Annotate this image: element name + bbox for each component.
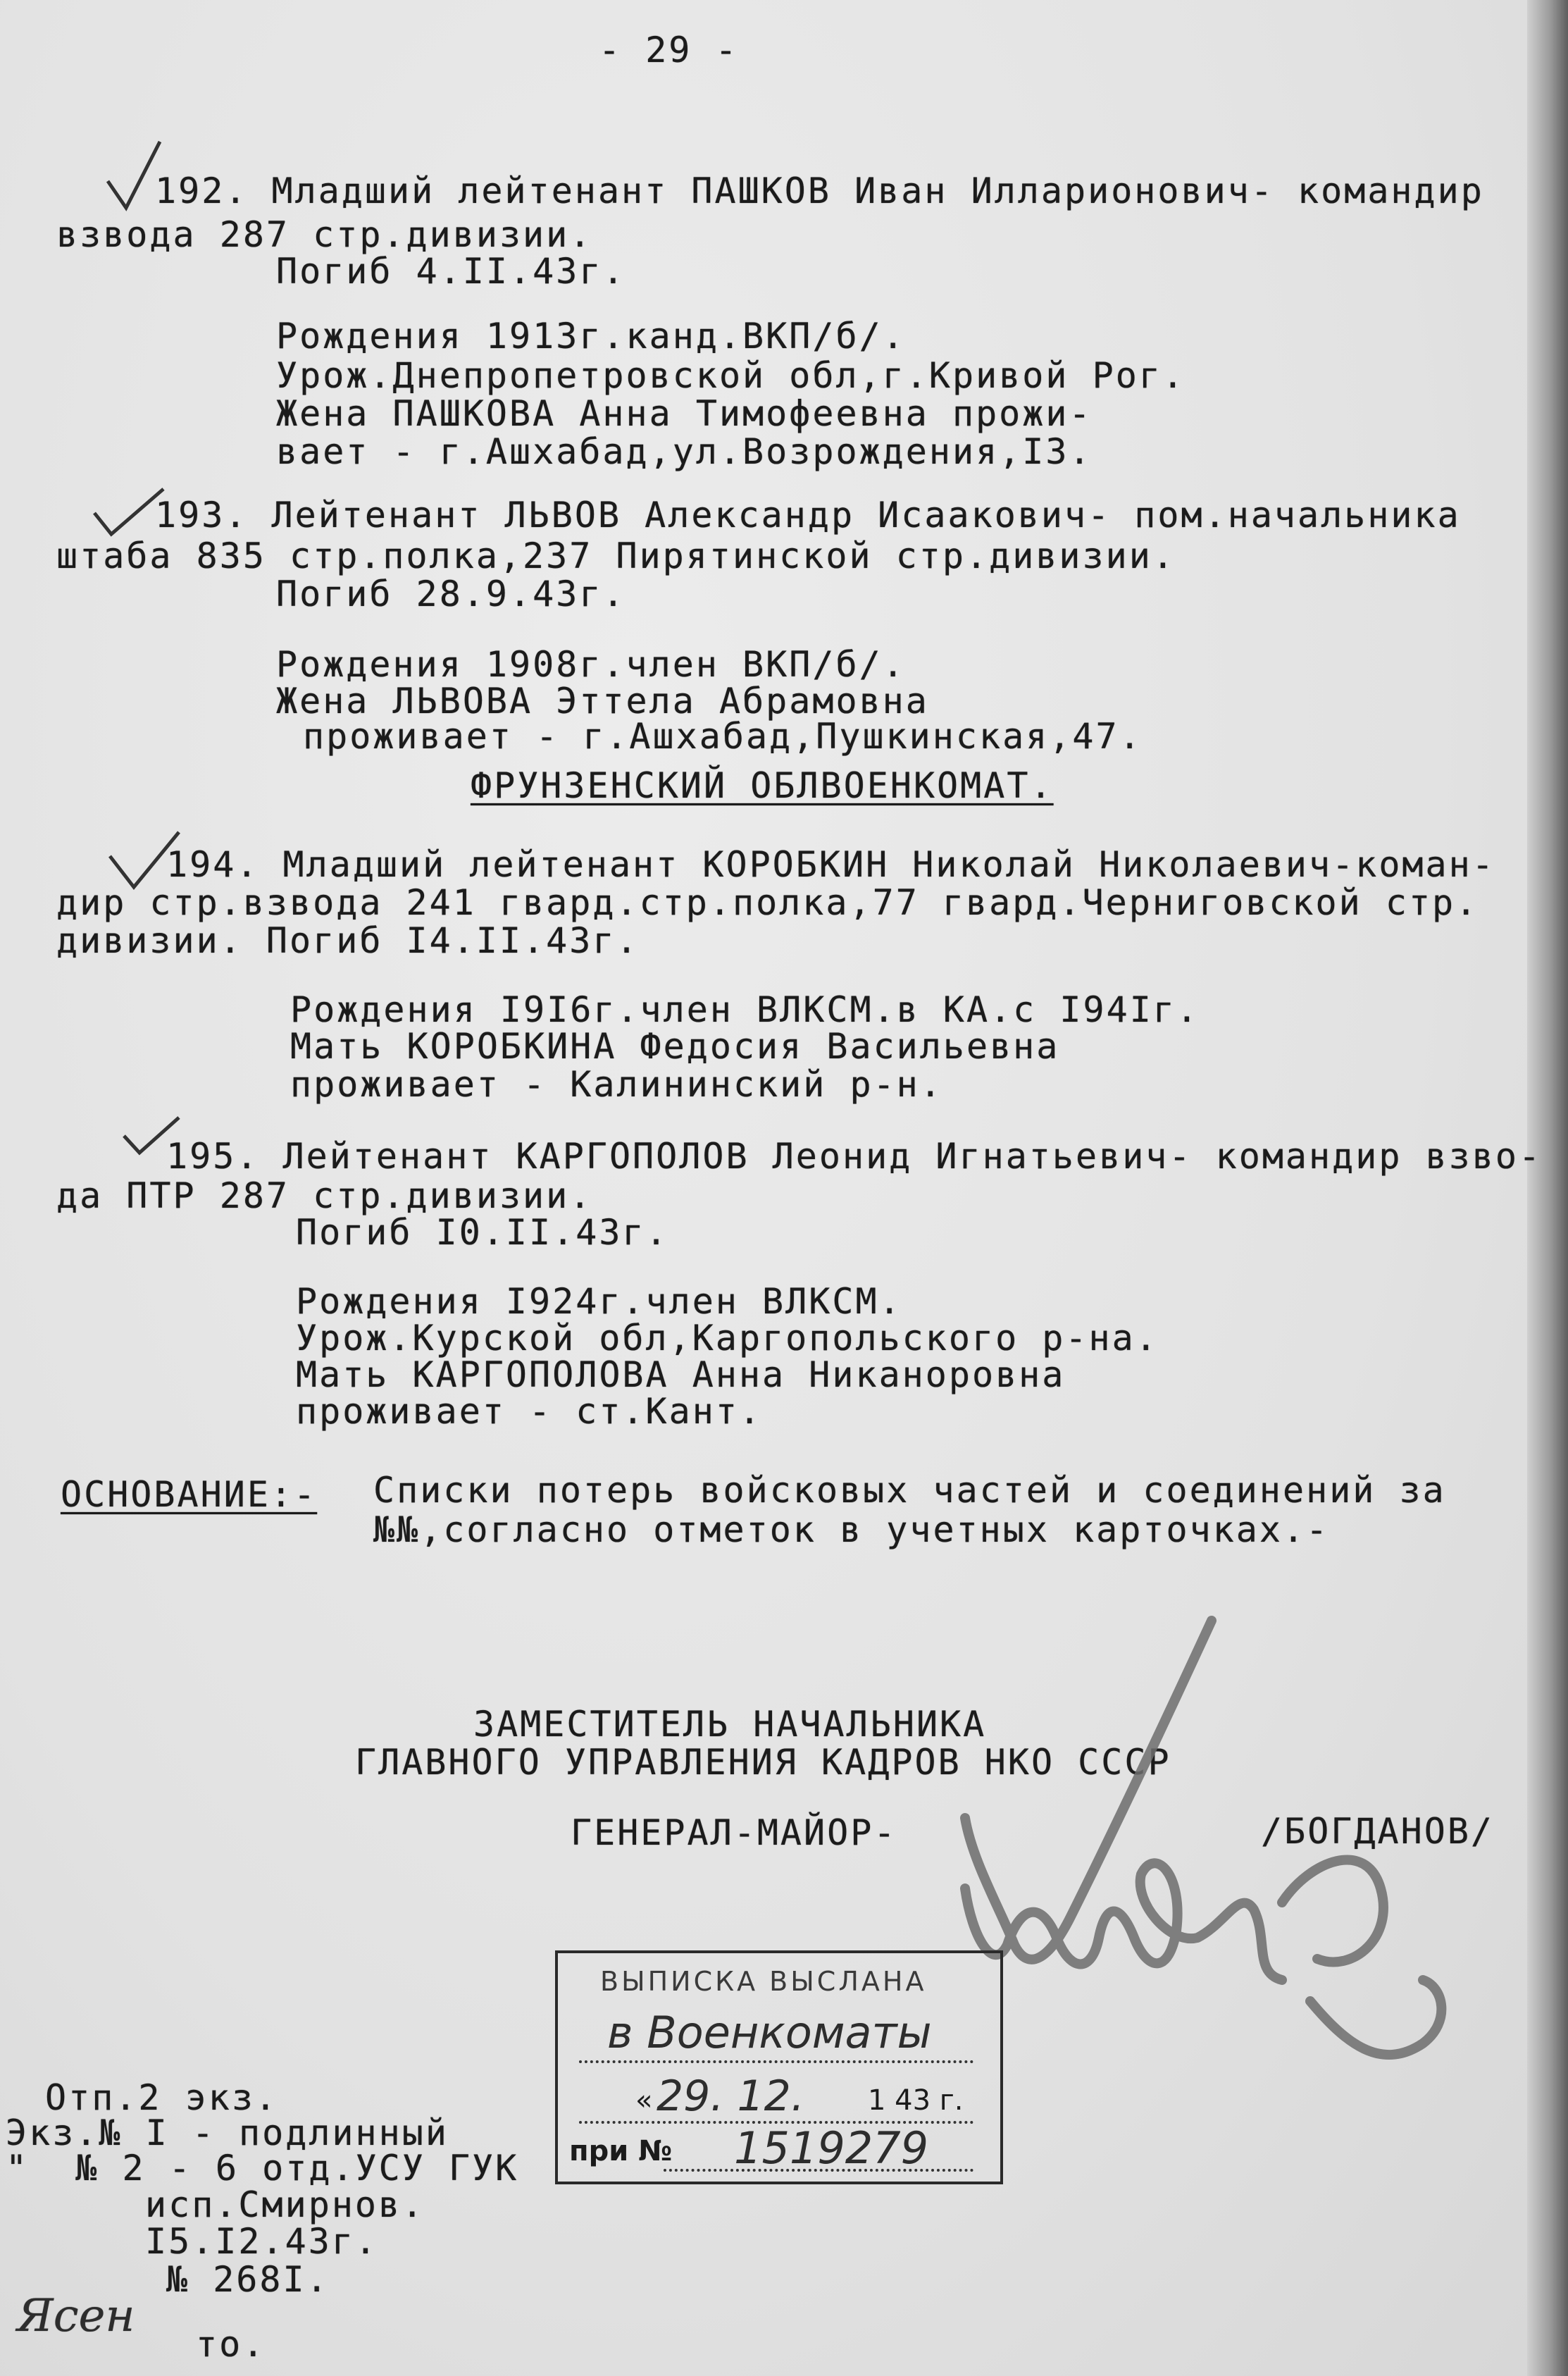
- entry-192-address: вает - г.Ашхабад,ул.Возрождения,I3.: [276, 431, 1093, 472]
- basis-label: ОСНОВАНИЕ:-: [61, 1474, 318, 1515]
- entry-193-line1: 193. Лейтенант ЛЬВОВ Александр Исаакович- пом.начальника: [155, 495, 1461, 536]
- entry-192-line2: взвода 287 стр.дивизии.: [56, 214, 593, 255]
- entry-194-line3: дивизии. Погиб I4.II.43г.: [56, 920, 640, 961]
- entry-192-birth: Рождения 1913г.канд.ВКП/б/.: [276, 316, 906, 357]
- entry-193-line2: штаба 835 стр.полка,237 Пирятинской стр.дивизии.: [56, 536, 1176, 576]
- footer-copy-1: Экз.№ I - подлинный: [6, 2112, 449, 2153]
- stamp-number: 1519279: [734, 2122, 929, 2174]
- footer-copy-2: " № 2 - 6 отд.УСУ ГУК: [6, 2148, 519, 2189]
- footer-date: I5.I2.43г.: [145, 2221, 379, 2262]
- entry-195-line1: 195. Лейтенант КАРГОПОЛОВ Леонид Игнатьевич- командир взво-: [166, 1136, 1543, 1177]
- stamp-date-quote: «: [635, 2084, 653, 2117]
- entry-193-address: проживает - г.Ашхабад,Пушкинская,47.: [303, 716, 1143, 757]
- entry-195-line2: да ПТР 287 стр.дивизии.: [56, 1175, 593, 1216]
- basis-line1: Списки потерь войсковых частей и соединений за: [373, 1470, 1446, 1511]
- page-number: - 29 -: [599, 30, 739, 70]
- entry-195-death: Погиб I0.II.43г.: [296, 1212, 669, 1253]
- entry-194-kin: Мать КОРОБКИНА Федосия Васильевна: [290, 1026, 1060, 1067]
- entry-195-birth: Рождения I924г.член ВЛКСМ.: [296, 1281, 902, 1322]
- footer-handwritten-note: Ясен: [17, 2290, 135, 2342]
- entry-193-kin: Жена ЛЬВОВА Эттела Абрамовна: [276, 681, 929, 722]
- entry-194-line1: 194. Младший лейтенант КОРОБКИН Николай Николаевич-коман-: [166, 844, 1495, 885]
- signature-rank: ГЕНЕРАЛ-МАЙОР-: [571, 1812, 897, 1853]
- signature-title-2: ГЛАВНОГО УПРАВЛЕНИЯ КАДРОВ НКО СССР: [355, 1742, 1171, 1783]
- entry-195-kin: Мать КАРГОПОЛОВА Анна Никаноровна: [296, 1354, 1066, 1395]
- page-edge: [1527, 0, 1568, 2376]
- stamp-number-line: [664, 2169, 973, 2172]
- entry-192-line1: 192. Младший лейтенант ПАШКОВ Иван Илларионович- командир: [155, 171, 1484, 211]
- signature-title-1: ЗАМЕСТИТЕЛЬ НАЧАЛЬНИКА: [473, 1704, 987, 1745]
- footer-number: № 268I.: [166, 2259, 330, 2300]
- entry-192-kin: Жена ПАШКОВА Анна Тимофеевна прожи-: [276, 393, 1093, 434]
- entry-192-origin: Урож.Днепропетровской обл,г.Кривой Рог.: [276, 355, 1186, 396]
- footer-copies: Отп.2 экз.: [45, 2077, 279, 2118]
- stamp-date: 29. 12.: [657, 2072, 804, 2121]
- entry-194-address: проживает - Калининский р-н.: [290, 1064, 943, 1105]
- footer-executor: исп.Смирнов.: [145, 2184, 425, 2225]
- entry-194-line2: дир стр.взвода 241 гвард.стр.полка,77 гвард.Черниговской стр.: [56, 882, 1479, 923]
- basis-line2: №№,согласно отметок в учетных карточках.-: [373, 1509, 1330, 1550]
- dispatch-stamp: [555, 1950, 1003, 2184]
- entry-193-death: Погиб 28.9.43г.: [276, 574, 626, 614]
- entry-194-birth: Рождения I9I6г.член ВЛКСМ.в КА.с I94Iг.: [290, 989, 1200, 1030]
- entry-193-birth: Рождения 1908г.член ВКП/б/.: [276, 644, 906, 685]
- section-heading: ФРУНЗЕНСКИЙ ОБЛВОЕНКОМАТ.: [471, 765, 1054, 806]
- stamp-year: 1 43 г.: [868, 2084, 964, 2117]
- stamp-destination: в Военкоматы: [607, 2007, 932, 2058]
- entry-195-address: проживает - ст.Кант.: [296, 1391, 763, 1432]
- stamp-title: ВЫПИСКА ВЫСЛАНА: [600, 1966, 927, 1997]
- entry-192-death: Погиб 4.II.43г.: [276, 251, 626, 292]
- entry-195-origin: Урож.Курской обл,Каргопольского р-на.: [296, 1318, 1159, 1359]
- signature-name: /БОГДАНОВ/: [1261, 1811, 1495, 1852]
- footer-last: то.: [196, 2324, 266, 2365]
- stamp-number-label: при №: [569, 2135, 673, 2167]
- stamp-dotline: [579, 2060, 973, 2063]
